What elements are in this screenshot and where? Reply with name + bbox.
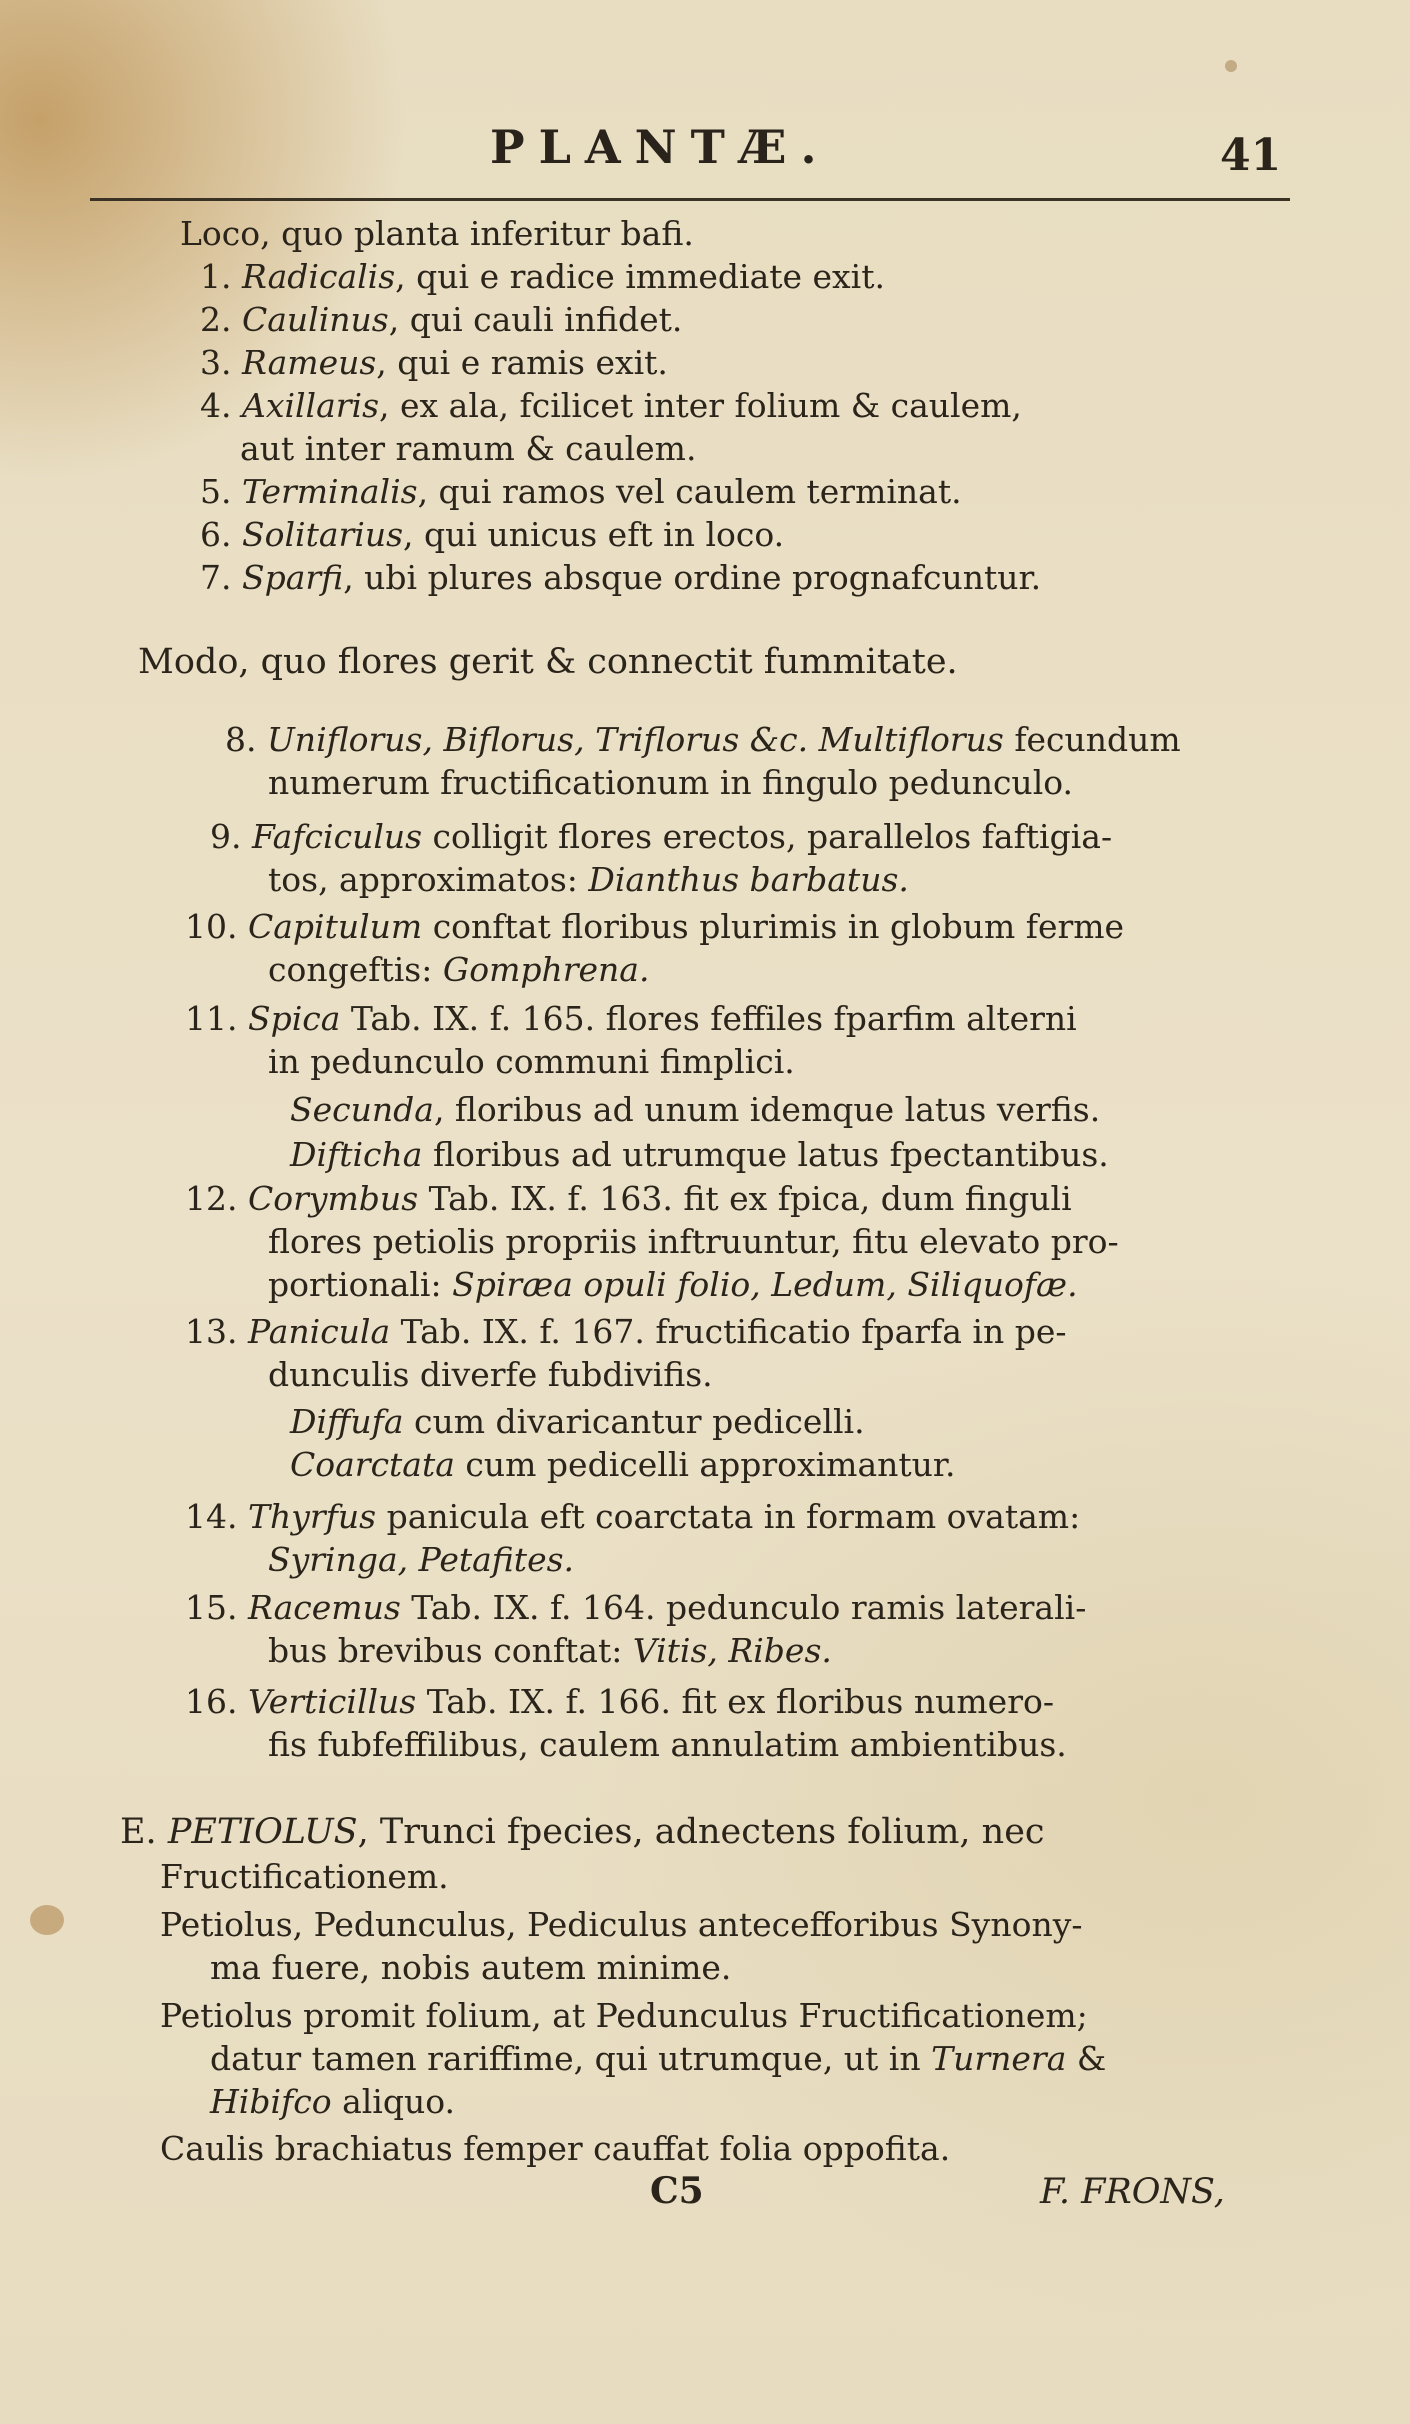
header-rule (90, 198, 1290, 201)
foxing-stain (1225, 60, 1237, 72)
list-item-continued: Syringa, Petafites. (268, 1540, 575, 1579)
paragraph-line: ma fuere, nobis autem minime. (210, 1948, 732, 1987)
list-item: 15. Racemus Tab. IX. f. 164. pedunculo ramis laterali- (185, 1588, 1087, 1627)
list-item-continued: fis fubfeffilibus, caulem annulatim ambientibus. (268, 1725, 1067, 1764)
list-item: 14. Thyrfus panicula eft coarctata in formam ovatam: (185, 1497, 1081, 1536)
sub-item: Coarctata cum pedicelli approximantur. (290, 1445, 956, 1484)
paragraph-line: Caulis brachiatus femper cauffat folia oppofita. (160, 2129, 951, 2168)
paragraph-line: datur tamen rariffime, qui utrumque, ut in Turnera & (210, 2039, 1107, 2078)
paragraph-line: Petiolus promit folium, at Pedunculus Fructificationem; (160, 1996, 1088, 2035)
list-item: 12. Corymbus Tab. IX. f. 163. fit ex fpica, dum finguli (185, 1179, 1072, 1218)
list-item-continued: congeftis: Gomphrena. (268, 950, 650, 989)
sub-item: Diffufa cum divaricantur pedicelli. (290, 1402, 865, 1441)
list-item: 6. Solitarius, qui unicus eft in loco. (200, 515, 785, 554)
running-header: PLANTÆ. (490, 120, 831, 174)
paragraph-line: Fructificationem. (160, 1857, 449, 1896)
page-number: 41 (1220, 130, 1282, 181)
list-item-continued: flores petiolis propriis inftruuntur, fitu elevato pro- (268, 1222, 1119, 1261)
list-item: 9. Fafciculus colligit flores erectos, parallelos faftigia- (210, 817, 1113, 856)
list-item: 10. Capitulum conftat floribus plurimis in globum ferme (185, 907, 1125, 946)
list-item-continued: portionali: Spiræa opuli folio, Ledum, Siliquofæ. (268, 1265, 1078, 1304)
paragraph-line: Petiolus, Pedunculus, Pediculus antecefforibus Synony- (160, 1905, 1083, 1944)
list-item-continued: aut inter ramum & caulem. (240, 429, 697, 468)
sub-item: Secunda, floribus ad unum idemque latus verfis. (290, 1090, 1101, 1129)
list-item: 2. Caulinus, qui cauli infidet. (200, 300, 683, 339)
list-item-continued: bus brevibus conftat: Vitis, Ribes. (268, 1631, 832, 1670)
list-item-continued: in pedunculo communi fimplici. (268, 1042, 795, 1081)
list-item: 13. Panicula Tab. IX. f. 167. fructificatio fparfa in pe- (185, 1312, 1067, 1351)
list-item: 7. Sparfi, ubi plures absque ordine prognafcuntur. (200, 558, 1042, 597)
section-intro: Modo, quo flores gerit & connectit fummitate. (138, 642, 958, 682)
list-item-continued: tos, approximatos: Dianthus barbatus. (268, 860, 909, 899)
list-item: 16. Verticillus Tab. IX. f. 166. fit ex floribus numero- (185, 1682, 1054, 1721)
signature-mark: C5 (650, 2170, 704, 2212)
section-intro: Loco, quo planta inferitur bafi. (180, 214, 694, 253)
sub-item: Difticha floribus ad utrumque latus fpectantibus. (290, 1135, 1109, 1174)
foxing-stain (30, 1905, 64, 1935)
list-item: 1. Radicalis, qui e radice immediate exit. (200, 257, 885, 296)
list-item-continued: numerum fructificationum in fingulo pedunculo. (268, 763, 1074, 802)
list-item: 4. Axillaris, ex ala, fcilicet inter folium & caulem, (200, 386, 1022, 425)
list-item: 3. Rameus, qui e ramis exit. (200, 343, 668, 382)
paragraph-line: Hibifco aliquo. (210, 2082, 456, 2121)
list-item: 8. Uniflorus, Biflorus, Triflorus &c. Multiflorus fecundum (225, 720, 1181, 759)
section-heading: E. PETIOLUS, Trunci fpecies, adnectens folium, nec (120, 1812, 1045, 1852)
catchword: F. FRONS, (1040, 2172, 1225, 2212)
list-item-continued: dunculis diverfe fubdivifis. (268, 1355, 713, 1394)
list-item: 5. Terminalis, qui ramos vel caulem terminat. (200, 472, 962, 511)
list-item: 11. Spica Tab. IX. f. 165. flores feffiles fparfim alterni (185, 999, 1077, 1038)
